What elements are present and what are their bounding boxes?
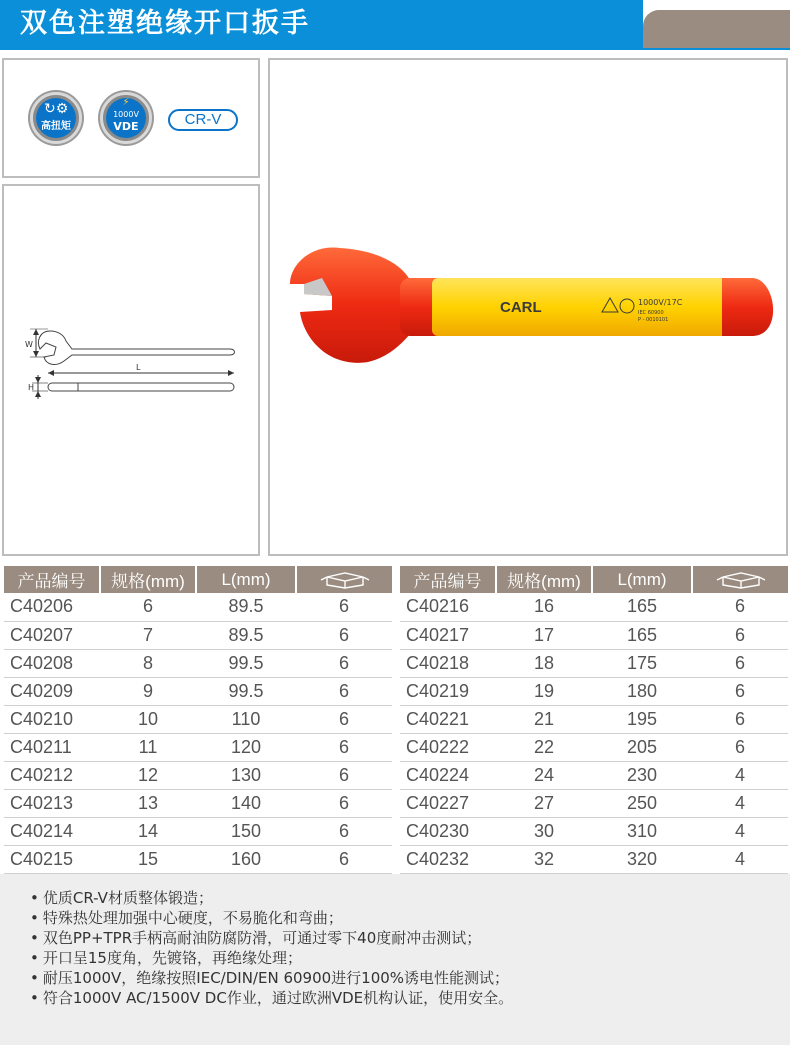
qty-value: 6 — [296, 705, 392, 733]
vde-voltage: 1000V — [113, 110, 139, 119]
spec-table-right — [400, 566, 788, 874]
qty-value: 4 — [692, 845, 788, 873]
col-header-qty — [296, 566, 392, 593]
w-label: W — [25, 340, 33, 349]
qty-value: 6 — [692, 733, 788, 761]
qty-value: 6 — [296, 845, 392, 873]
brand-logo: CARL — [500, 299, 542, 316]
table-header-row — [400, 566, 788, 593]
standard-marking: IEC 60900 — [638, 310, 664, 316]
length-value: 120 — [196, 733, 296, 761]
length-value: 175 — [592, 649, 692, 677]
table-row — [400, 845, 788, 873]
page-title: 双色注塑绝缘开口扳手 — [20, 8, 310, 39]
vde-badge — [100, 92, 152, 144]
table-row — [4, 705, 392, 733]
lightning-icon: ⚡ — [122, 97, 130, 108]
size-value: 16 — [496, 593, 592, 621]
table-row — [4, 817, 392, 845]
size-value: 6 — [100, 593, 196, 621]
length-value: 99.5 — [196, 677, 296, 705]
feature-item: • 双色PP+TPR手柄高耐油防腐防滑，可通过零下40度耐冲击测试； — [30, 928, 790, 948]
spec-table-left — [4, 566, 392, 874]
size-value: 8 — [100, 649, 196, 677]
length-value: 165 — [592, 621, 692, 649]
qty-value: 4 — [692, 817, 788, 845]
size-value: 13 — [100, 789, 196, 817]
box-icon — [319, 571, 371, 589]
col-header-code: 产品编号 — [4, 566, 100, 593]
size-value: 21 — [496, 705, 592, 733]
product-code: C40211 — [4, 733, 100, 761]
table-row — [4, 593, 392, 621]
box-icon — [715, 571, 767, 589]
product-code: C40210 — [4, 705, 100, 733]
product-code: C40208 — [4, 649, 100, 677]
length-value: 89.5 — [196, 621, 296, 649]
feature-list — [0, 874, 790, 1045]
qty-value: 4 — [692, 761, 788, 789]
table-row — [4, 677, 392, 705]
wrench-head — [290, 247, 410, 362]
table-row — [400, 817, 788, 845]
table-row — [400, 621, 788, 649]
table-row — [4, 789, 392, 817]
title-underline — [0, 48, 790, 50]
qty-value: 6 — [296, 649, 392, 677]
size-value: 18 — [496, 649, 592, 677]
length-value: 89.5 — [196, 593, 296, 621]
table-row — [400, 593, 788, 621]
feature-item: • 开口呈15度角，先镀铬，再绝缘处理； — [30, 948, 790, 968]
qty-value: 6 — [692, 677, 788, 705]
torque-badge — [30, 92, 82, 144]
dimension-diagram-panel — [2, 184, 260, 556]
table-row — [4, 621, 392, 649]
table-row — [400, 705, 788, 733]
length-value: 320 — [592, 845, 692, 873]
col-header-size: 规格(mm) — [496, 566, 592, 593]
size-value: 7 — [100, 621, 196, 649]
product-code: C40222 — [400, 733, 496, 761]
wrench-product-image — [282, 240, 778, 372]
size-value: 11 — [100, 733, 196, 761]
size-value: 27 — [496, 789, 592, 817]
qty-value: 6 — [692, 705, 788, 733]
length-value: 99.5 — [196, 649, 296, 677]
qty-value: 6 — [296, 761, 392, 789]
product-code: C40212 — [4, 761, 100, 789]
serial-marking: P - 0010101 — [638, 317, 669, 323]
size-value: 10 — [100, 705, 196, 733]
product-code: C40214 — [4, 817, 100, 845]
voltage-marking: 1000V/17C — [638, 298, 683, 307]
qty-value: 6 — [296, 677, 392, 705]
size-value: 14 — [100, 817, 196, 845]
col-header-code: 产品编号 — [400, 566, 496, 593]
torque-label: 高扭矩 — [41, 121, 71, 132]
qty-value: 4 — [692, 789, 788, 817]
col-header-length: L(mm) — [592, 566, 692, 593]
length-value: 150 — [196, 817, 296, 845]
qty-value: 6 — [296, 817, 392, 845]
h-label: H — [28, 383, 35, 392]
table-row — [4, 649, 392, 677]
table-header-row — [4, 566, 392, 593]
material-badge: CR-V — [168, 109, 238, 131]
wrench-profile — [48, 383, 234, 391]
product-code: C40215 — [4, 845, 100, 873]
product-code: C40230 — [400, 817, 496, 845]
col-header-qty — [692, 566, 788, 593]
qty-value: 6 — [692, 593, 788, 621]
table-row — [400, 761, 788, 789]
product-code: C40232 — [400, 845, 496, 873]
product-code: C40217 — [400, 621, 496, 649]
qty-value: 6 — [296, 621, 392, 649]
product-code: C40206 — [4, 593, 100, 621]
title-bar — [0, 0, 643, 48]
length-value: 110 — [196, 705, 296, 733]
table-row — [4, 733, 392, 761]
size-value: 32 — [496, 845, 592, 873]
product-code: C40219 — [400, 677, 496, 705]
length-value: 140 — [196, 789, 296, 817]
size-value: 24 — [496, 761, 592, 789]
torque-icon: ↻⚙ — [44, 101, 69, 117]
product-code: C40209 — [4, 677, 100, 705]
size-value: 12 — [100, 761, 196, 789]
table-row — [400, 733, 788, 761]
qty-value: 6 — [296, 789, 392, 817]
qty-value: 6 — [296, 733, 392, 761]
wrench-dimension-drawing — [22, 321, 238, 421]
product-photo-panel — [268, 58, 788, 556]
product-code: C40216 — [400, 593, 496, 621]
table-row — [4, 845, 392, 873]
feature-item: • 特殊热处理加强中心硬度，不易脆化和弯曲； — [30, 908, 790, 928]
product-code: C40218 — [400, 649, 496, 677]
col-header-size: 规格(mm) — [100, 566, 196, 593]
qty-value: 6 — [692, 649, 788, 677]
feature-item: • 优质CR-V材质整体锻造； — [30, 888, 790, 908]
wrench-endcap — [722, 278, 773, 336]
col-header-length: L(mm) — [196, 566, 296, 593]
feature-item: • 耐压1000V，绝缘按照IEC/DIN/EN 60900进行100%诱电性能测试； — [30, 968, 790, 988]
vde-label: VDE — [113, 120, 139, 133]
length-value: 165 — [592, 593, 692, 621]
table-row — [400, 677, 788, 705]
feature-item: • 符合1000V AC/1500V DC作业，通过欧洲VDE机构认证，使用安全。 — [30, 988, 790, 1008]
size-value: 17 — [496, 621, 592, 649]
product-code: C40224 — [400, 761, 496, 789]
product-code: C40221 — [400, 705, 496, 733]
length-value: 230 — [592, 761, 692, 789]
table-row — [400, 789, 788, 817]
size-value: 30 — [496, 817, 592, 845]
title-accent — [643, 10, 790, 48]
qty-value: 6 — [296, 593, 392, 621]
product-code: C40207 — [4, 621, 100, 649]
product-code: C40213 — [4, 789, 100, 817]
page-header — [0, 0, 790, 50]
length-value: 205 — [592, 733, 692, 761]
table-row — [4, 761, 392, 789]
length-value: 160 — [196, 845, 296, 873]
feature-badges-panel — [2, 58, 260, 178]
wrench-outline — [38, 331, 234, 364]
length-value: 195 — [592, 705, 692, 733]
size-value: 22 — [496, 733, 592, 761]
size-value: 15 — [100, 845, 196, 873]
length-value: 130 — [196, 761, 296, 789]
qty-value: 6 — [692, 621, 788, 649]
length-value: 250 — [592, 789, 692, 817]
table-row — [400, 649, 788, 677]
wrench-handle — [432, 278, 732, 336]
size-value: 9 — [100, 677, 196, 705]
length-value: 180 — [592, 677, 692, 705]
length-value: 310 — [592, 817, 692, 845]
size-value: 19 — [496, 677, 592, 705]
product-code: C40227 — [400, 789, 496, 817]
l-label: L — [136, 363, 141, 372]
